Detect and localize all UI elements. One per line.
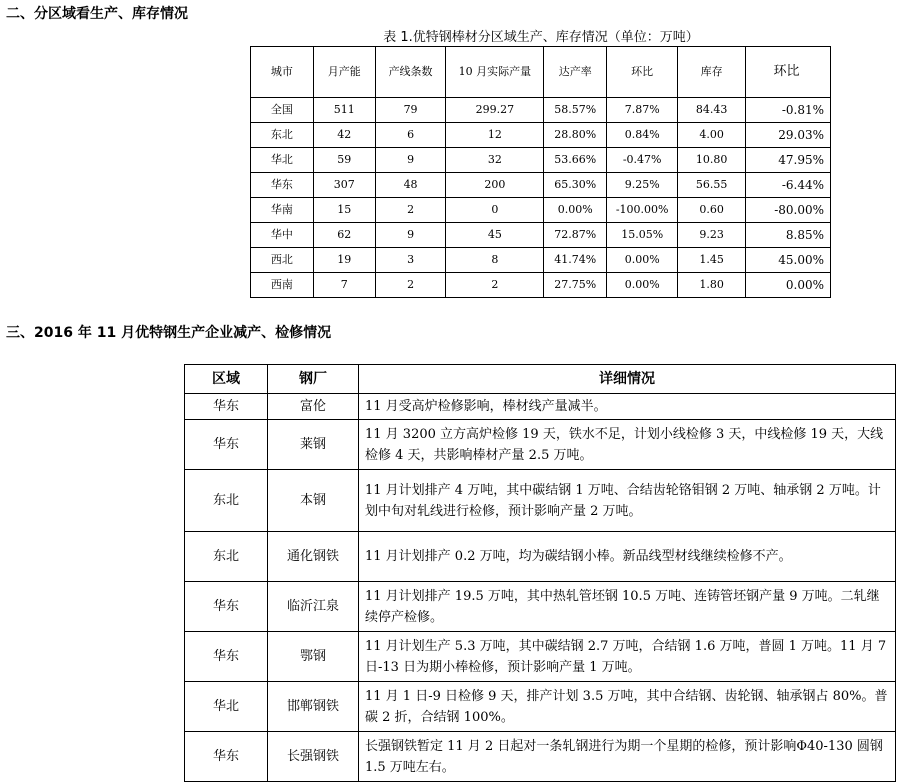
cell-city: 东北 [251,123,314,148]
cell-line-count: 48 [375,173,446,198]
cell-steel-mill: 通化钢铁 [268,532,359,582]
cell-detail: 11 月计划排产 0.2 万吨，均为碳结钢小棒。新品线型材线继续检修不产。 [359,532,896,582]
cell-actual-output: 45 [446,223,544,248]
cell-inventory-mom: -0.81% [746,98,831,123]
header-line-count: 产线条数 [375,47,446,98]
cell-inventory-mom: 47.95% [746,148,831,173]
header-output-mom: 环比 [607,47,678,98]
cell-utilization-rate: 53.66% [544,148,607,173]
table-row [185,682,896,732]
cell-line-count: 9 [375,148,446,173]
cell-city: 西南 [251,273,314,298]
table-row [185,582,896,632]
header-inventory-mom: 环比 [746,47,831,98]
cell-inventory-mom: 29.03% [746,123,831,148]
cell-inventory: 10.80 [678,148,746,173]
cell-line-count: 9 [375,223,446,248]
cell-detail: 11 月计划生产 5.3 万吨，其中碳结钢 2.7 万吨，合结钢 1.6 万吨，普圆 1 万吨。11 月 7 日-13 日为期小棒检修，预计影响产量 1 万吨。 [359,632,896,682]
table-row [251,198,831,223]
cell-region: 华北 [185,682,268,732]
cell-output-mom: 9.25% [607,173,678,198]
cell-output-mom: 0.00% [607,248,678,273]
cell-capacity: 42 [313,123,375,148]
cell-city: 华中 [251,223,314,248]
cell-inventory: 84.43 [678,98,746,123]
table-row [185,632,896,682]
cell-region: 华东 [185,582,268,632]
cell-capacity: 7 [313,273,375,298]
cell-detail: 11 月受高炉检修影响，棒材线产量减半。 [359,394,896,420]
cell-output-mom: 0.84% [607,123,678,148]
cell-detail: 11 月 3200 立方高炉检修 19 天，铁水不足，计划小线检修 3 天，中线检修 19 天，大线检修 4 天，共影响棒材产量 2.5 万吨。 [359,420,896,470]
table-row [251,148,831,173]
table-row [251,98,831,123]
cell-utilization-rate: 58.57% [544,98,607,123]
cell-detail: 11 月计划排产 4 万吨，其中碳结钢 1 万吨、合结齿轮铬钼钢 2 万吨、轴承钢 2 万吨。计划中旬对轧线进行检修，预计影响产量 2 万吨。 [359,470,896,532]
regional-production-table [250,46,831,298]
cell-actual-output: 299.27 [446,98,544,123]
header-steel-mill: 钢厂 [268,365,359,394]
header-region: 区域 [185,365,268,394]
cell-utilization-rate: 41.74% [544,248,607,273]
cell-city: 西北 [251,248,314,273]
cell-inventory: 4.00 [678,123,746,148]
cell-output-mom: -0.47% [607,148,678,173]
cell-capacity: 15 [313,198,375,223]
cell-capacity: 62 [313,223,375,248]
table-row [251,173,831,198]
cell-steel-mill: 邯郸钢铁 [268,682,359,732]
cell-output-mom: 0.00% [607,273,678,298]
table-row [251,248,831,273]
table-row [185,732,896,782]
cell-city: 华南 [251,198,314,223]
cell-utilization-rate: 72.87% [544,223,607,248]
header-capacity: 月产能 [313,47,375,98]
maintenance-table [184,364,896,782]
cell-region: 华东 [185,394,268,420]
cell-line-count: 2 [375,198,446,223]
cell-actual-output: 12 [446,123,544,148]
cell-inventory-mom: 8.85% [746,223,831,248]
cell-utilization-rate: 27.75% [544,273,607,298]
cell-inventory-mom: -80.00% [746,198,831,223]
cell-inventory-mom: 45.00% [746,248,831,273]
cell-utilization-rate: 0.00% [544,198,607,223]
cell-steel-mill: 富伦 [268,394,359,420]
table-row [185,470,896,532]
cell-actual-output: 0 [446,198,544,223]
cell-output-mom: 7.87% [607,98,678,123]
cell-detail: 长强钢铁暂定 11 月 2 日起对一条轧钢进行为期一个星期的检修，预计影响Φ40-130 圆钢 1.5 万吨左右。 [359,732,896,782]
cell-inventory-mom: -6.44% [746,173,831,198]
table2-header-row [185,365,896,394]
cell-city: 华北 [251,148,314,173]
header-utilization-rate: 达产率 [544,47,607,98]
table1-header-row [251,47,831,98]
cell-inventory: 1.45 [678,248,746,273]
cell-region: 华东 [185,420,268,470]
cell-capacity: 511 [313,98,375,123]
cell-region: 华东 [185,732,268,782]
cell-capacity: 307 [313,173,375,198]
cell-actual-output: 200 [446,173,544,198]
table-row [185,394,896,420]
cell-capacity: 59 [313,148,375,173]
header-actual-output: 10 月实际产量 [446,47,544,98]
table-row [251,123,831,148]
cell-inventory: 56.55 [678,173,746,198]
table-row [185,532,896,582]
cell-detail: 11 月计划排产 19.5 万吨，其中热轧管坯钢 10.5 万吨、连铸管坯钢产量 9 万吨。二轧继续停产检修。 [359,582,896,632]
cell-actual-output: 32 [446,148,544,173]
cell-steel-mill: 临沂江泉 [268,582,359,632]
cell-capacity: 19 [313,248,375,273]
cell-steel-mill: 本钢 [268,470,359,532]
table-row [185,420,896,470]
cell-region: 东北 [185,532,268,582]
cell-output-mom: -100.00% [607,198,678,223]
cell-city: 华东 [251,173,314,198]
cell-region: 华东 [185,632,268,682]
cell-utilization-rate: 65.30% [544,173,607,198]
cell-line-count: 3 [375,248,446,273]
cell-output-mom: 15.05% [607,223,678,248]
table-row [251,223,831,248]
cell-actual-output: 2 [446,273,544,298]
table-row [251,273,831,298]
cell-steel-mill: 莱钢 [268,420,359,470]
cell-inventory-mom: 0.00% [746,273,831,298]
cell-actual-output: 8 [446,248,544,273]
cell-line-count: 6 [375,123,446,148]
cell-inventory: 1.80 [678,273,746,298]
cell-detail: 11 月 1 日-9 日检修 9 天，排产计划 3.5 万吨，其中合结钢、齿轮钢、轴承钢占 80%。普碳 2 折，合结钢 100%。 [359,682,896,732]
cell-line-count: 79 [375,98,446,123]
cell-inventory: 0.60 [678,198,746,223]
cell-inventory: 9.23 [678,223,746,248]
header-inventory: 库存 [678,47,746,98]
section3-title: 三、2016 年 11 月优特钢生产企业减产、检修情况 [6,325,332,341]
cell-utilization-rate: 28.80% [544,123,607,148]
cell-line-count: 2 [375,273,446,298]
header-city: 城市 [251,47,314,98]
cell-steel-mill: 长强钢铁 [268,732,359,782]
cell-region: 东北 [185,470,268,532]
section2-title: 二、分区域看生产、库存情况 [6,6,188,22]
cell-steel-mill: 鄂钢 [268,632,359,682]
table1-caption: 表 1.优特钢棒材分区域生产、库存情况（单位：万吨） [383,30,699,45]
header-detail: 详细情况 [359,365,896,394]
cell-city: 全国 [251,98,314,123]
